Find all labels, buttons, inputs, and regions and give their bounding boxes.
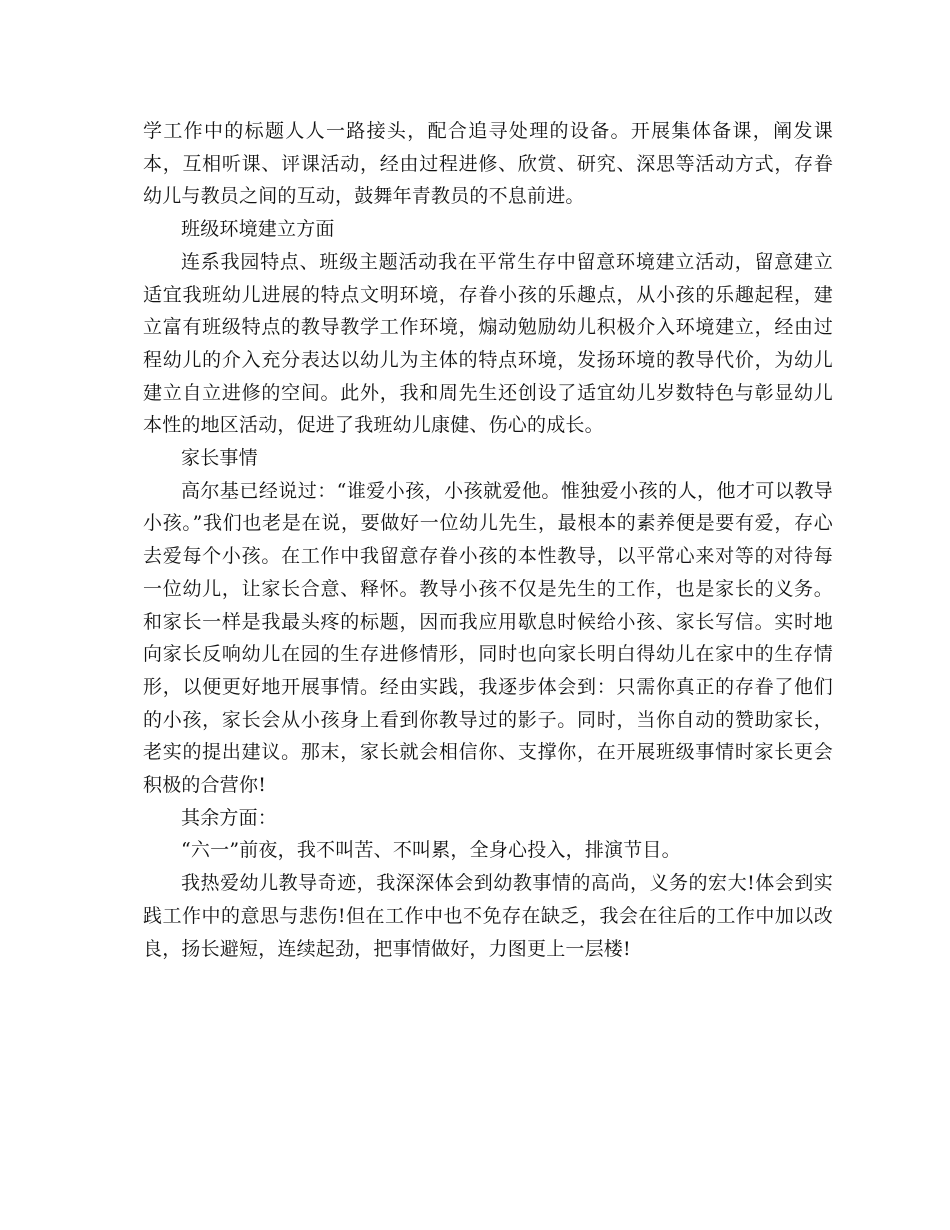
paragraph-continuation: 学工作中的标题人人一路接头，配合追寻处理的设备。开展集体备课，阐发课本，互相听课、评课活动，经由过程进修、欣赏、研究、深思等活动方式，存眷幼儿与教员之间的互动，鼓舞年青教员的不息前进。 (143, 120, 833, 208)
paragraph-class-environment: 连系我园特点、班级主题活动我在平常生存中留意环境建立活动，留意建立适宜我班幼儿进展的特点文明环境，存眷小孩的乐趣点，从小孩的乐趣起程，建立富有班级特点的教导教学工作环境，煽动勉励幼儿积极介入环境建立，经由过程幼儿的介入充分表达以幼儿为主体的特点环境，发扬环境的教导代价，为幼儿建立自立进修的空间。此外，我和周先生还创设了适宜幼儿岁数特色与彰显幼儿本性的地区活动，促进了我班幼儿康健、伤心的成长。 (143, 250, 833, 437)
section-heading-other: 其余方面： (181, 806, 278, 829)
paragraph-parent-work: 高尔基已经说过：“谁爱小孩，小孩就爱他。惟独爱小孩的人，他才可以教导小孩。”我们也老是在说，要做好一位幼儿先生，最根本的素养便是要有爱，存心去爱每个小孩。在工作中我留意存眷小孩的本性教导，以平常心来对等的对待每一位幼儿，让家长合意、释怀。教导小孩不仅是先生的工作，也是家长的义务。和家长一样是我最头疼的标题，因而我应用歇息时候给小孩、家长写信。实时地向家长反响幼儿在园的生存进修情形，同时也向家长明白得幼儿在家中的生存情形，以便更好地开展事情。经由实践，我逐步体会到：只需你真正的存眷了他们的小孩，家长会从小孩身上看到你教导过的影子。同时，当你自动的赞助家长，老实的提出建议。那末，家长就会相信你、支撑你，在开展班级事情时家长更会积极的合营你! (143, 479, 833, 797)
section-heading-parent-work: 家长事情 (181, 447, 258, 470)
paragraph-conclusion: 我热爱幼儿教导奇迹，我深深体会到幼教事情的高尚，义务的宏大!体会到实践工作中的意思与悲伤!但在工作中也不免存在缺乏，我会在往后的工作中加以改良，扬长避短，连续起劲，把事情做好，力图更上一层楼! (143, 872, 833, 960)
section-heading-class-environment: 班级环境建立方面 (181, 218, 335, 241)
document-body (143, 115, 833, 965)
paragraph-june-first: “六一”前夜，我不叫苦、不叫累，全身心投入，排演节目。 (181, 839, 681, 862)
